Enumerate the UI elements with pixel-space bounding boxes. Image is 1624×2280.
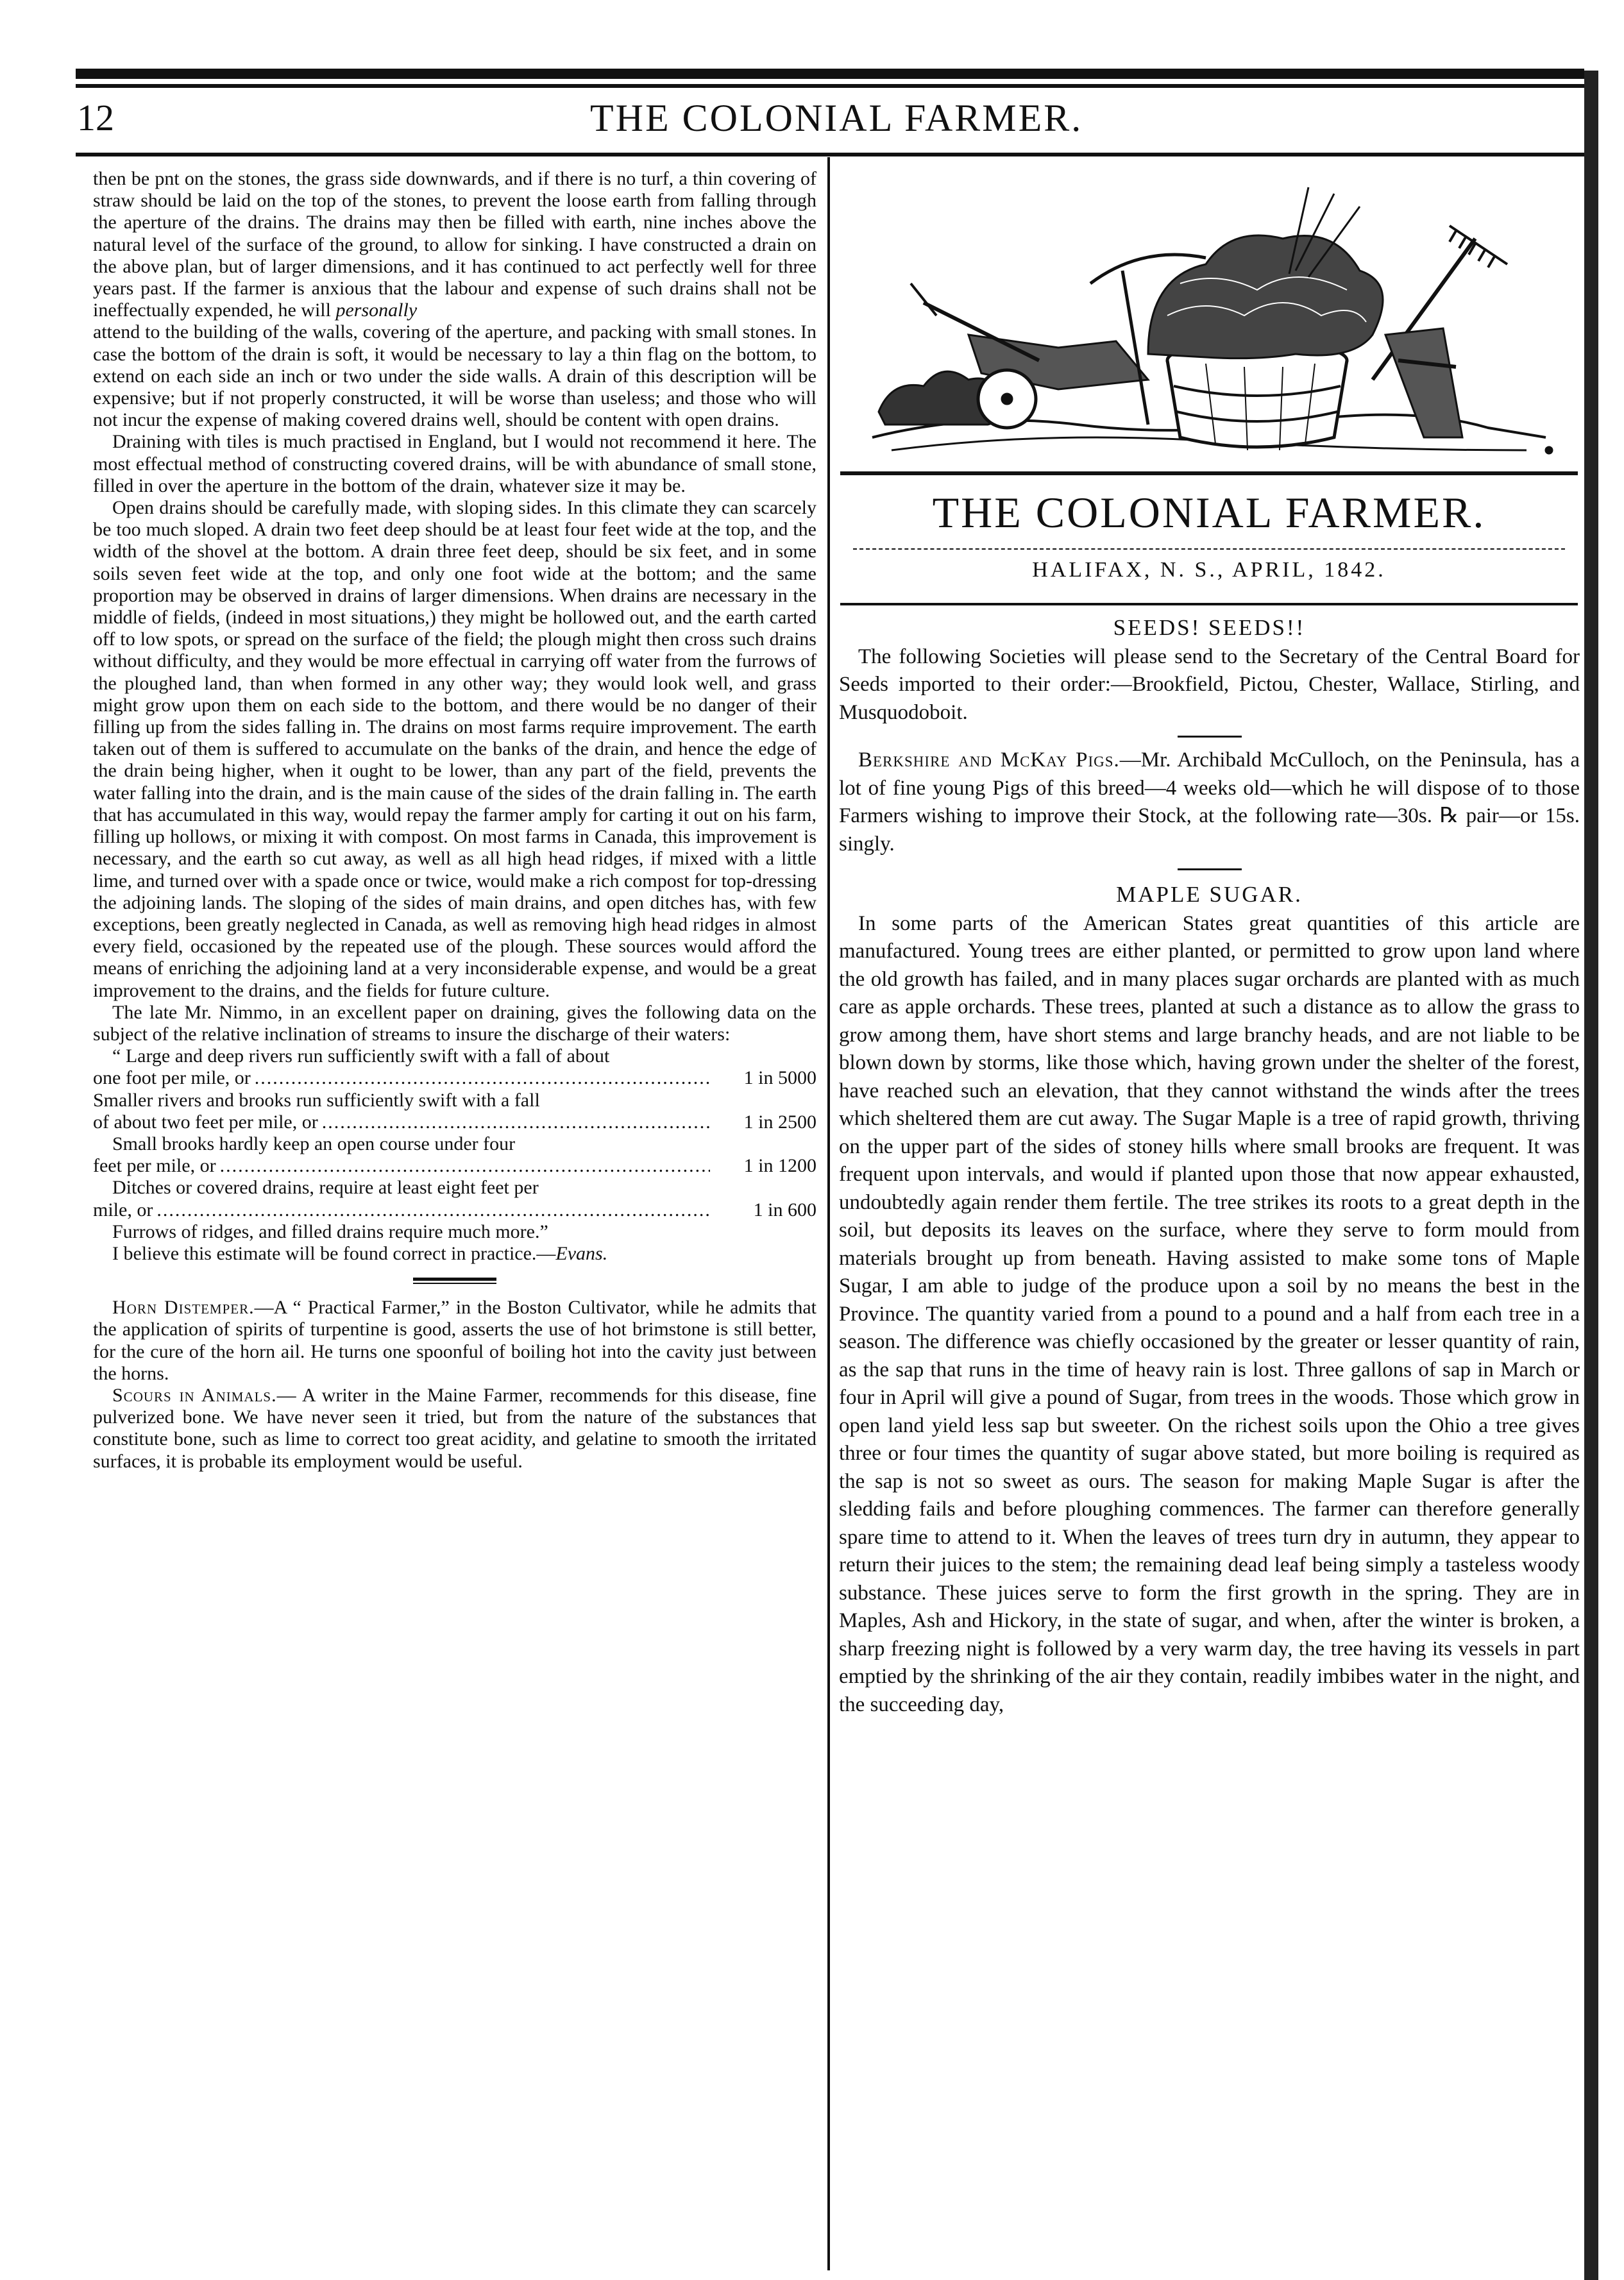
top-double-rule [76,69,1584,79]
top-thin-rule [76,84,1584,88]
masthead-dashed-rule [853,548,1565,550]
paragraph: Draining with tiles is much practised in England, but I would not recommend it here. The most effectual method of constructing covered drains, will be with abundance of small stone, filled in over the aperture in the bottom of the drain, whatever size it may be. [93,431,816,496]
article-text: — A writer in the Maine Farmer, recommends for this disease, fine pulverized bone. We have never seen it tried, but from the nature of the substances that constitute bone, such as lime to correct too great acidity, and gelatine to smooth the irritated surfaces, it is probable its employment would be useful. [93,1384,816,1472]
dateline: HALIFAX, N. S., APRIL, 1842. [1032,558,1386,582]
article-text: —Mr. Archibald McCulloch, on the Peninsula, has a lot of fine young Pigs of this breed—4 weeks old—which he will dispose of to those Farmers wishing to improve their Stock, at the following rate—30s. ℞ pair—or 15s. singly. [839,748,1580,856]
section-divider [1178,868,1242,870]
table-row-value: 1 in 600 [753,1199,816,1220]
emphasis-text: personally [335,300,418,321]
page-edge-strip [1584,71,1598,2280]
page-number: 12 [77,97,114,139]
article-title: Horn Distemper. [112,1297,255,1319]
paragraph [93,168,816,321]
table-row-label: of about two feet per mile, or [93,1111,318,1133]
section-divider [413,1278,496,1284]
furrows-line: Furrows of ridges, and filled drains require much more.” [112,1220,548,1242]
pigs-notice [839,747,1580,858]
table-row-label: one foot per mile, or [93,1067,251,1089]
article-text: —A “ Practical Farmer,” in the Boston Cultivator, while he admits that the application of spirits of turpentine is good, asserts the use of hot brimstone is still better, for the cure of the horn ail. He turns one spoonful of boiling hot into the cavity just between the horns. [93,1297,816,1384]
paragraph: The late Mr. Nimmo, in an excellent paper on draining, gives the following data on the subject of the relative inclination of streams to insure the discharge of their waters: [93,1001,816,1045]
leader-dots [156,1199,710,1221]
table-row-lead: “ Large and deep rivers run sufficiently swift with a fall of about [112,1045,610,1067]
paragraph-text: then be pnt on the stones, the grass side downwards, and if there is no turf, a thin covering of straw should be laid on the top of the stones, to prevent the loose earth from falling through the aperture of the drains. The drains may then be filled with earth, nine inches above the natural level of the surface of the ground, to allow for sinking. I have constructed a drain on the above plan, but of larger dimensions, and it has continued to act perfectly well for three years past. If the farmer is anxious that the labour and expense of such drains shall not be ineffectually expended, he will [93,168,816,321]
right-column [839,612,1580,2267]
table-row [93,1090,816,1133]
table-row-label: mile, or [93,1199,153,1220]
closing-line [93,1243,816,1265]
article-title: Scours in Animals. [112,1384,277,1406]
seeds-notice: The following Societies will please send to the Secretary of the Central Board for Seeds imported to their order:—Brookfield, Pictou, Chester, Wallace, Stirling, and Musquodoboit. [839,645,1580,724]
table-row-value: 1 in 5000 [743,1067,816,1089]
paragraph: Open drains should be carefully made, with sloping sides. In this climate they can scarcely be too much sloped. A drain two feet deep should be at least four feet wide at the top, and the width of the shovel at the bottom. A drain three feet deep, should be six feet, and in some soils seven feet wide at the top, and only one foot wide at the bottom; and the same proportion may be observed in drains of larger dimensions. When drains are necessary in the middle of fields, (indeed in most situations,) they might be hollowed out, and the earth carted off to low spots, or spread on the surface of the field; the plough might then cross such drains without difficulty, and they would be more effectual in carrying off water from the furrows of the ploughed land, than when formed in any other way; they would look well, and grass might grow upon them on each side to the bottom, and there would be no danger of their filling up from the sides falling in. The drains on most farms require improvement. The earth taken out of them is suffered to accumulate on the banks of the drain, and hence the edge of the drain being higher, when it ought to be lower, than any part of the field, prevents the water falling into the drain, and is the main cause of the sides of the drain falling in. The earth that has accumulated in this way, would repay the farmer amply for carting it out on his farm, filling up hollows, or mixing it with compost. On most farms in Canada, this improvement is necessary, and the earth so cut away, as well as all high head ridges, if mixed with a little lime, and turned over with a spade once or twice, would make a rich compost for top-dressing the adjoining lands. The sloping of the sides of main drains, and open ditches has, with few exceptions, been greatly neglected in Canada, as well as removing high head ridges in almost every field, occasioned by the repeated use of the plough. These sources would afford the means of enriching the adjoining land at a very inconsiderable expense, and would be a great improvement to the drains, and the fields for future culture. [93,497,816,1001]
table-row [93,1133,816,1177]
maple-headline: MAPLE SUGAR. [1116,882,1303,907]
leader-dots [322,1111,710,1133]
paragraph: attend to the building of the walls, covering of the aperture, and packing with small stones. In case the bottom of the drain is soft, it would be necessary to lay a thin flag on the bottom, to extend on each side an inch or two under the side walls. A drain of this description will be expensive; but if not properly constructed, it will be worse than useless; and those who will not incur the expense of making covered drains well, should be content with open drains. [93,321,816,431]
column-divider [827,157,830,2270]
paragraph-scours [93,1385,816,1473]
table-row-lead: Small brooks hardly keep an open course under four [112,1133,516,1154]
seeds-headline: SEEDS! SEEDS!! [1113,615,1306,640]
table-row-value: 1 in 2500 [743,1111,816,1133]
table-row-label: feet per mile, or [93,1155,216,1177]
header-rule [76,153,1584,156]
masthead-title: THE COLONIAL FARMER. [932,488,1486,537]
woodcut-illustration [847,168,1570,463]
article-title: Berkshire and McKay Pigs. [858,748,1120,772]
masthead-top-rule [840,471,1578,475]
table-row [93,1045,816,1089]
leader-dots [220,1155,710,1177]
inclination-table [93,1045,816,1221]
table-row-data [93,1155,816,1177]
table-row-value: 1 in 1200 [743,1155,816,1177]
closing-text: I believe this estimate will be found correct in practice.— [112,1242,556,1264]
maple-article: In some parts of the American States great quantities of this article are manufactured. Young trees are either planted, or permitted to grow upon land where the old growth has failed, and in many places sugar orchards are planted with as much care as apple orchards. These trees, planted at such a distance as to allow the grass to grow among them, have short stems and large branchy heads, and are not liable to be blown down by storms, like those which, having grown under the shelter of the forest, have reached such an elevation, that they cannot withstand the winds after the trees which sheltered them are cut away. The Sugar Maple is a tree of rapid growth, thriving on the upper part of the sides of stoney hills where small brooks are frequent. It was frequent upon intervals, and would if planted upon those that now appear exhausted, undoubtedly again render them fertile. The tree strikes its roots to a great depth in the soil, but deposits its leaves on the surface, where they serve to form mould from materials brought up from beneath. Having assisted to make some tons of Maple Sugar, I am able to judge of the produce upon a soil by no means the best in the Province. The quantity varied from a pound to a pound and a half from each tree in a season. The difference was chiefly occasioned by the greater or lesser quantity of rain, as the sap that runs in the time of heavy rain is lost. Three gallons of sap in March or four in April will give a pound of Sugar, from trees in the woods. Those which grow in open land yield less sap but sweeter. On the richest soils upon the Ohio a tree gives three or four times the quantity of sugar above stated, but more boiling is required as the sap is not so sweet as ours. The season for making Maple Sugar is after the sledding fails and before ploughing commences. The farmer can therefore generally spare time to attend to it. When the leaves of trees turn dry in autumn, they appear to return their juices to the stem; the remaining dead leaf being simply a tasteless woody substance. These juices serve to form the first growth in the spring. They are in Maples, Ash and Hickory, in the state of sugar, and when, after the winter is broken, a sharp freezing night is followed by a very warm day, the tree having its vessels in part emptied by the shrinking of the air they contain, readily imbibes water in the night, and the succeeding day, [839,911,1580,1716]
table-row-data [93,1067,816,1089]
table-row-lead: Smaller rivers and brooks run sufficiently swift with a fall [93,1089,540,1111]
table-row-lead: Ditches or covered drains, require at least eight feet per [112,1177,539,1199]
signature: Evans. [555,1242,608,1264]
dateline-rule [840,603,1578,605]
left-column [93,168,816,2265]
table-row [93,1177,816,1220]
leader-dots [255,1067,710,1089]
paragraph-horn-distemper [93,1297,816,1385]
section-divider [1178,736,1242,738]
masthead-woodcut [847,168,1570,463]
table-row-data [93,1111,816,1133]
running-head: THE COLONIAL FARMER. [590,97,1083,139]
table-row-data [93,1199,816,1221]
